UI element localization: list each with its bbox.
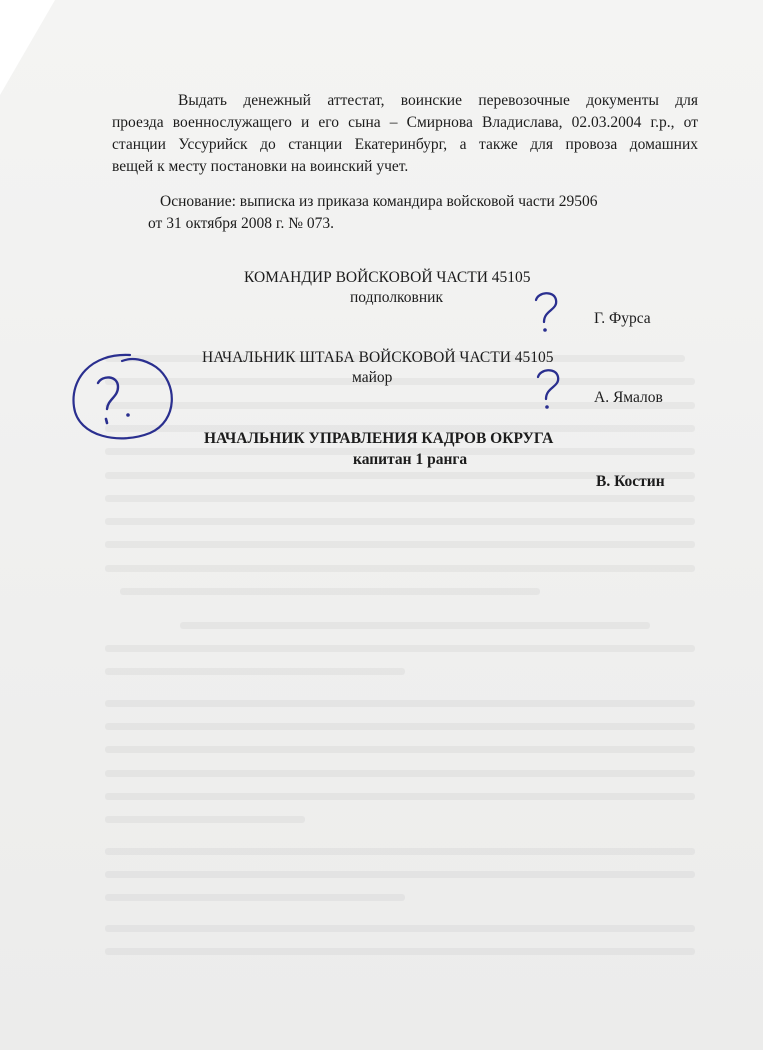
signature-name: Г. Фурса bbox=[594, 310, 651, 327]
paragraph-line-4: вещей к месту постановки на воинский учет. bbox=[112, 158, 409, 175]
signature-rank: майор bbox=[352, 369, 393, 386]
basis-line-1: Основание: выписка из приказа командира войсковой части 29506 bbox=[160, 193, 598, 210]
signature-title: НАЧАЛЬНИК УПРАВЛЕНИЯ КАДРОВ ОКРУГА bbox=[204, 430, 554, 447]
paragraph-line-2: проезда военнослужащего и его сына – Смирнова Владислава, 02.03.2004 г.р., от bbox=[112, 114, 698, 131]
paragraph-line-3: станции Уссурийск до станции Екатеринбург, а также для провоза домашних bbox=[112, 136, 698, 153]
signature-name: В. Костин bbox=[596, 473, 665, 490]
signature-name: А. Ямалов bbox=[594, 389, 663, 406]
signature-rank: капитан 1 ранга bbox=[353, 451, 468, 468]
signature-title: НАЧАЛЬНИК ШТАБА ВОЙСКОВОЙ ЧАСТИ 45105 bbox=[202, 349, 554, 366]
signature-title: КОМАНДИР ВОЙСКОВОЙ ЧАСТИ 45105 bbox=[244, 269, 531, 286]
signature-rank: подполковник bbox=[350, 289, 443, 306]
folded-corner bbox=[0, 0, 55, 95]
paragraph-line-1: Выдать денежный аттестат, воинские перевозочные документы для bbox=[178, 92, 698, 109]
question-mark-2 bbox=[530, 365, 570, 413]
question-mark-1 bbox=[528, 288, 568, 336]
basis-line-2: от 31 октября 2008 г. № 073. bbox=[148, 215, 335, 232]
circled-question-mark bbox=[60, 345, 190, 455]
